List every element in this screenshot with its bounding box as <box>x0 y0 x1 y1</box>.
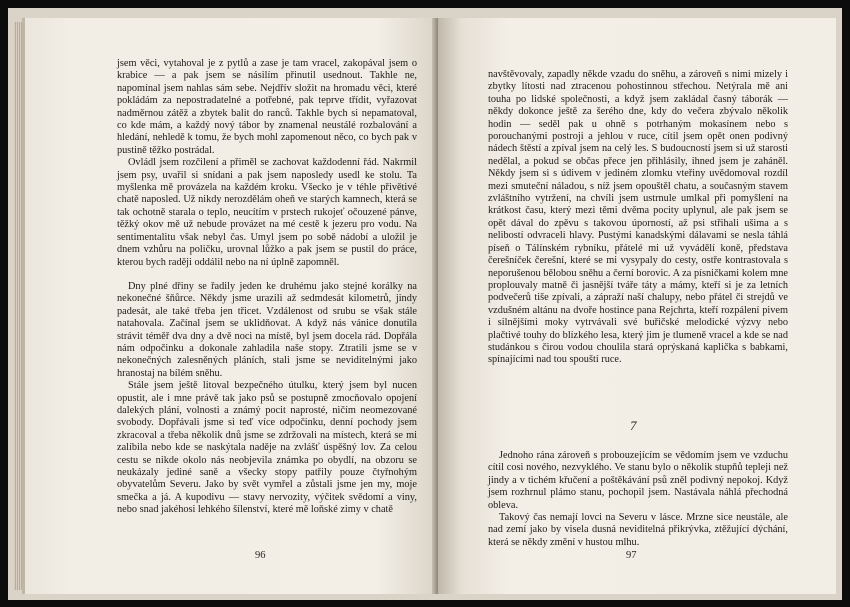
page-number-left: 96 <box>255 550 266 561</box>
paragraph: jsem věci, vytahoval je z pytlů a zase je tam vracel, zakopával jsem o krabice — a pak jsem se násilím přinutil usednout. Takhle ne, napomínal jsem nahlas sám sebe. Nejdřív složit na hromadu věci, které pokládám za nepostradatelné a potřebné, pak teprve třídit, vyřazovat nadměrnou zátěž a zbytek balit do ranců. Takhle bych si nepamatoval, co kde mám, a každý nový tábor by znamenal neustálé rozbalování a hledání, nehledě k tomu, že bych mohl zapomenout něco, co bych pak v pustině těžko postrádal. <box>117 58 417 156</box>
left-page-text <box>117 58 417 517</box>
left-page <box>22 18 439 594</box>
paragraph: Stále jsem ještě litoval bezpečného útulku, který jsem byl nucen opustit, ale i mne právě tak jako psů se postupně zmocňovalo opojení dalekých plání, volnosti a známý pocit naprosté, ničím neomezované svobody. Dopřávali jsme si teď více odpočinku, denní pochody jsem zkracoval a třeba několik dnů jsme se zdržovali na místech, která se mi zalíbila nebo kde se naskýtala naděje na zvlášť úspěšný lov. Za celou cestu se nikde okolo nás neobjevila známka po obydlí, na obzoru se neukázaly jediné saně a všecky stopy patřily pouze čtyřnohým obyvatelům Severu. Jako by svět vymřel a zůstali jsme jen my, moje smečka a já. A kupodivu — stavy nervozity, výčitek svědomí a viny, nebo snad jakéhosi lehkého šílenství, které mě loňské zimy v chatě <box>117 380 417 516</box>
chapter-text <box>488 450 788 549</box>
paragraph: navštěvovaly, zapadly někde vzadu do sněhu, a zároveň s nimi mizely i zbytky lítosti nad ztracenou pohostinnou střechou. Netýrala mě ani touha po lidské společnosti, a když jsem zakládal časný táborák — někdy dokonce ještě za šerého dne, kdy do večera zbývalo několik hodin — seděl pak u ohně s potrhaným mokasínem nebo s porouchanými postroji a jehlou v ruce, cítil jsem opět onen podivný nádech štěstí a zpíval jsem na celý les. S budoucností jsem si už starosti nedělal, a pokud se občas přece jen přihlásily, ihned jsem je zaháněl. Někdy jsem si s údivem v jediném zlomku vteřiny uvědomoval rozdíl mezi smuteční náladou, s níž jsem opouštěl chatu, a současným stavem zvláštního vytržení, na chvíli jsem ustrnule umlkal při pomyšlení na krátkost času, který mezi těmi dvěma pocity uplynul, ale pak jsem se opět dával do zpěvu s takovou úporností, až psi střihali ušima a s nelibostí odvraceli hlavy. Pustými kanadskými dálavami se nesla táhlá píseň o Tálínském rybníku, přátelé mi už vyvádělí koně, představa čerešníček čerešní, které se mi vysypaly do cesty, ostře kontrastovala s neporušenou bělobou sněhu a černí borovic. A za písničkami kolem mne proplouvaly matně či jasnější tváře táty a mámy, kteří si je za letních podvečerů tiše zpívali, a zápraží naší chalupy, nebo přátel či strejdů ve vzdušném altánu na dvoře hostince pana Rejchrta, kteří rozpálení pivem i silnějšími moky vytrvávali své buřičské melodické výzvy nebo plačtivé touhy do blízkého lesa, který jim je tlumeně vracel a kde se nad studánkou s čirou vodou choulila stará oprýskaná kaplička s babkami, spínajícími nad tou spouští ruce. <box>488 69 788 366</box>
chapter-number: 7 <box>630 418 637 433</box>
page-edges <box>14 22 22 590</box>
paragraph: Ovládl jsem rozčilení a přiměl se zachovat každodenní řád. Nakrmil jsem psy, uvařil si snídani a pak jsem naposledy usedl ke stolu. Ta myšlenka mě provázela na každém kroku. Všecko je v téhle přivětivé chatě naposled. Už nikdy nerozdělám oheň ve starých kamnech, která se tak ochotně starala o teplo, neucítím v prstech rukojeť očouzené pánve, těžký okov mě už nebude provázet na mé cestě k jezeru pro vodu. Na sentimentalitu však nebyl čas. Umyl jsem po sobě nádobí a uložil je dnem vzhůru na poličku, urovnal lůžko a pak jsem se pustil do práce, kterou bych raději oddálil nebo na ní úplně zapomněl. <box>117 157 417 268</box>
paragraph: Takový čas nemají lovci na Severu v lásce. Mrzne sice neustále, ale nad zemí jako by visela dusná neviditelná přikrývka, ztěžující dýchání, která se někdy změní v hustou mlhu. <box>488 512 788 548</box>
paragraph: Jednoho rána zároveň s probouzejícím se vědomím jsem ve vzduchu cítil cosi nového, nezvyklého. Ve stanu bylo o několik stupňů tepleji než jindy a v tichém křučení a poštěkávání psů zněl podivný nepokoj. Když jsem rozhrnul plámo stanu, pochopil jsem. Nastávala náhlá přechodná obleva. <box>488 450 788 511</box>
right-page <box>438 18 836 594</box>
page-number-right: 97 <box>626 550 637 561</box>
open-book <box>8 8 842 600</box>
right-page-text <box>488 69 788 367</box>
paragraph: Dny plné dřiny se řadily jeden ke druhému jako stejné korálky na nekonečné šňůrce. Někdy jsme urazili až sedmdesát kilometrů, jindy padesát, ale také třeba jen třicet. Vzdálenost od srubu se však stále natahovala. Začínal jsem se uklidňovat. A když nás vánice donutila strávit téměř dva dny a dvě noci na místě, byl jsem docela rád. Dopřála nám odpočinku a dokonale zahladila naše stopy. Ztratili jsme se v nekonečných zalesněných pláních, stali jsme se neviditelnými jako hranostaj na bílém sněhu. <box>117 280 417 379</box>
